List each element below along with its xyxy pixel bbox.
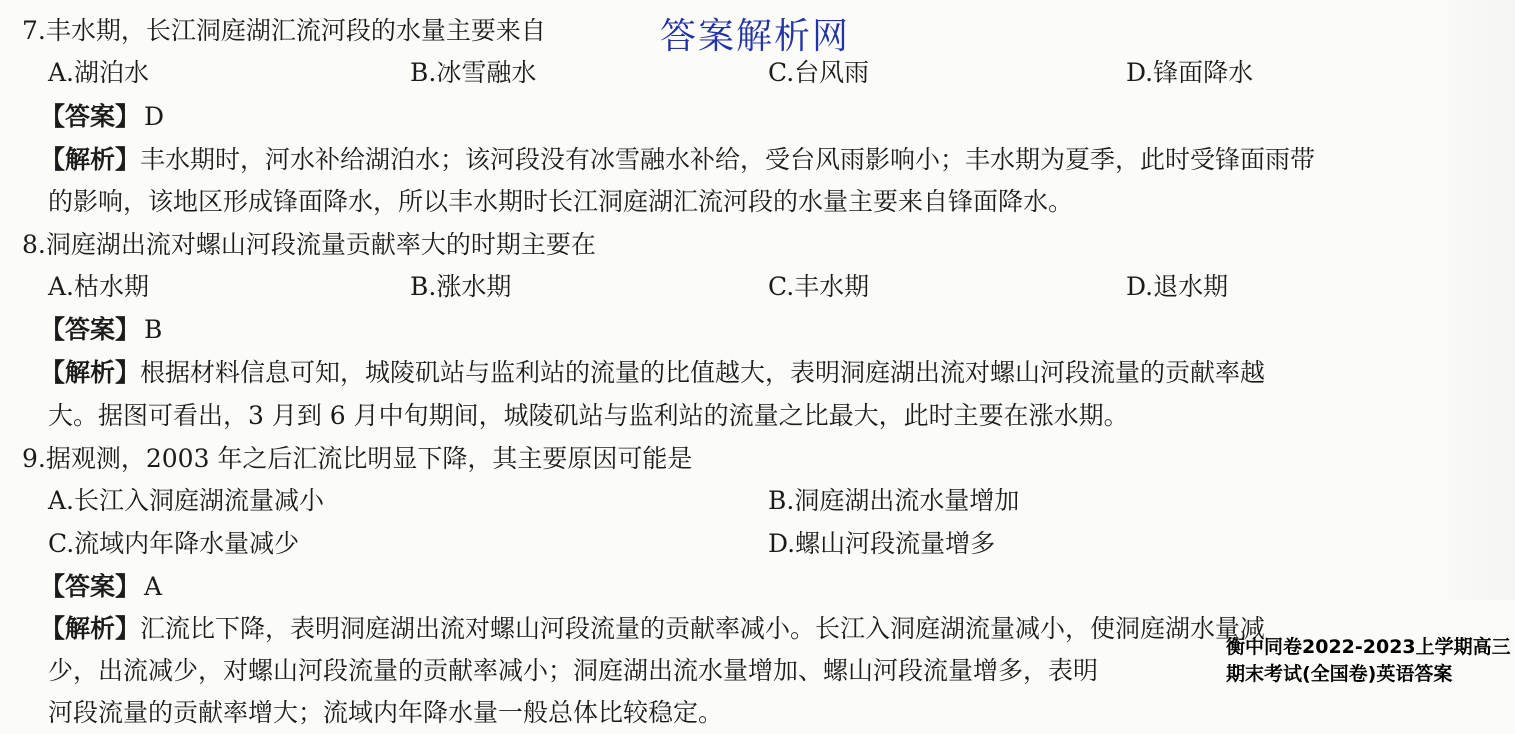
q7-option-c: C.台风雨	[768, 58, 870, 87]
q9-analysis-text-1: 汇流比下降，表明洞庭湖出流对螺山河段流量的贡献率减小。长江入洞庭湖流量减小，使洞庭湖水量减	[140, 614, 1266, 643]
analysis-label: 【解析】	[40, 358, 141, 387]
analysis-label: 【解析】	[40, 145, 141, 174]
q8-option-a: A.枯水期	[48, 272, 150, 301]
q7-option-a: A.湖泊水	[48, 58, 150, 87]
q8-option-c: C.丰水期	[768, 272, 870, 301]
q7-analysis-line-1	[40, 145, 1315, 175]
q9-analysis-line-3: 河段流量的贡献率增大；流域内年降水量一般总体比较稳定。	[48, 698, 724, 727]
q7-option-b: B.冰雪融水	[410, 58, 537, 87]
analysis-label: 【解析】	[40, 614, 141, 643]
q9-answer-row	[40, 572, 162, 602]
q7-stem: 7.丰水期，长江洞庭湖汇流河段的水量主要来自	[22, 16, 546, 45]
answer-label: 【答案】	[40, 315, 141, 344]
q8-answer-value: B	[144, 315, 163, 344]
q7-option-d: D.锋面降水	[1126, 58, 1254, 87]
q9-option-d: D.螺山河段流量增多	[768, 529, 996, 558]
overlay-caption: 衡中同卷2022-2023上学期高三期末考试(全国卷)英语答案	[1226, 636, 1511, 685]
watermark-logo: 答案解析网	[660, 16, 851, 57]
q7-analysis-line-2: 的影响，该地区形成锋面降水，所以丰水期时长江洞庭湖汇流河段的水量主要来自锋面降水。	[48, 187, 1074, 216]
q8-stem: 8.洞庭湖出流对螺山河段流量贡献率大的时期主要在	[22, 230, 596, 259]
q8-analysis-line-1	[40, 358, 1265, 388]
q9-option-a: A.长江入洞庭湖流量减小	[48, 486, 325, 515]
q9-answer-value: A	[144, 572, 163, 601]
bleed-through-shadow	[1425, 0, 1515, 600]
q8-option-b: B.涨水期	[410, 272, 512, 301]
q9-analysis-line-2: 少，出流减少，对螺山河段流量的贡献率减小；洞庭湖出流水量增加、螺山河段流量增多，表明	[48, 656, 1099, 685]
q8-analysis-text-1: 根据材料信息可知，城陵矶站与监利站的流量的比值越大，表明洞庭湖出流对螺山河段流量的贡献率越	[140, 358, 1266, 387]
q8-answer-row	[40, 315, 162, 345]
q7-answer-value: D	[144, 102, 165, 131]
q9-stem: 9.据观测，2003 年之后汇流比明显下降，其主要原因可能是	[22, 444, 693, 473]
q8-option-d: D.退水期	[1126, 272, 1229, 301]
q8-analysis-line-2: 大。据图可看出，3 月到 6 月中旬期间，城陵矶站与监利站的流量之比最大，此时主要在涨水期。	[48, 401, 1129, 430]
q9-option-b: B.洞庭湖出流水量增加	[768, 486, 1020, 515]
q7-answer-row	[40, 102, 164, 132]
q7-analysis-text-1: 丰水期时，河水补给湖泊水；该河段没有冰雪融水补给，受台风雨影响小；丰水期为夏季，此时受锋面雨带	[140, 145, 1316, 174]
q9-analysis-line-1	[40, 614, 1265, 644]
answer-label: 【答案】	[40, 572, 141, 601]
q9-option-c: C.流域内年降水量减少	[48, 529, 300, 558]
answer-label: 【答案】	[40, 102, 141, 131]
